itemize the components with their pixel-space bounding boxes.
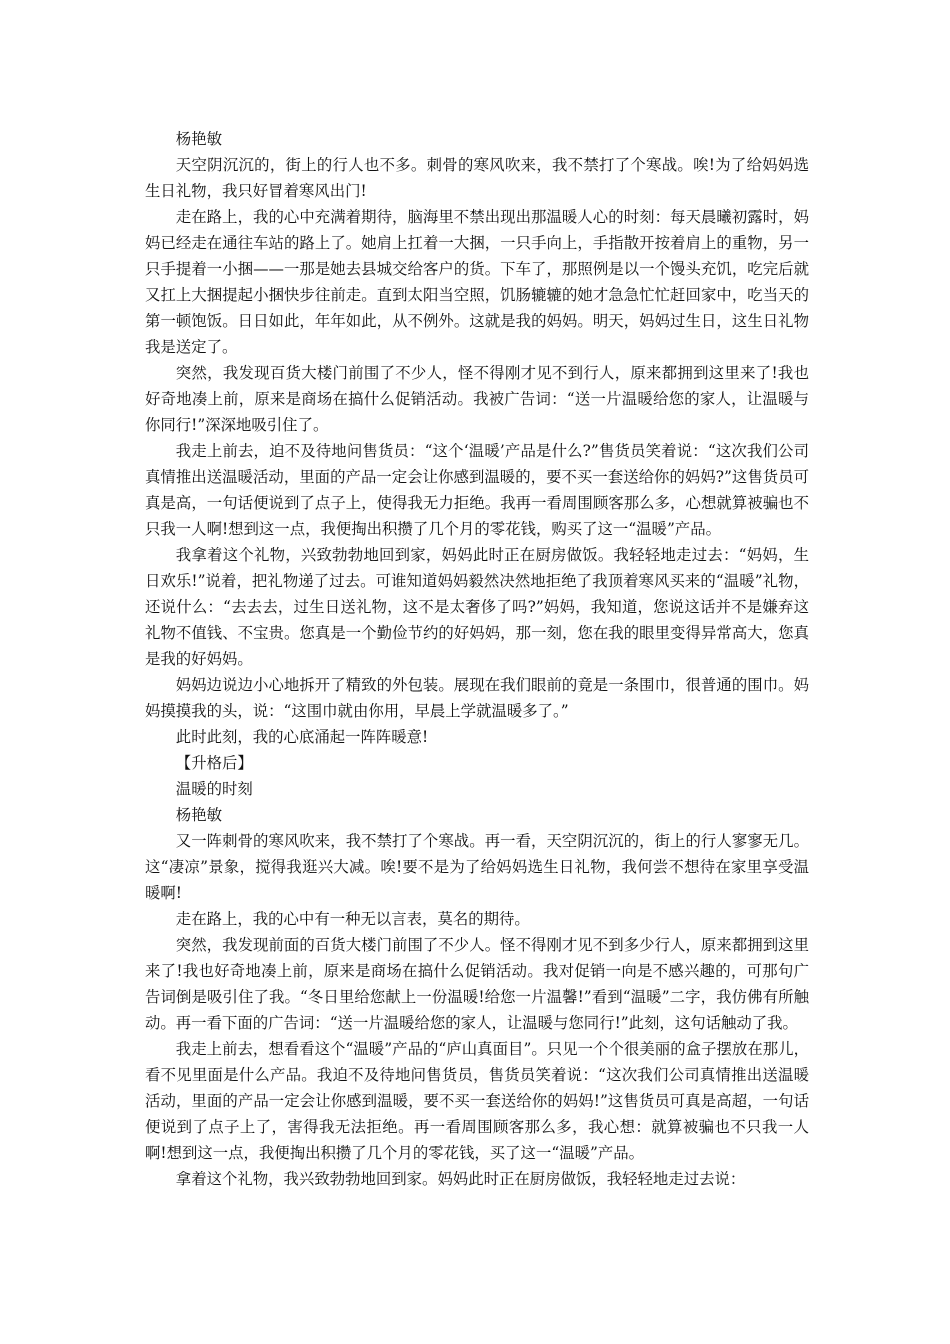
- paragraph: 我走上前去，迫不及待地问售货员：“这个‘温暖’产品是什么?”售货员笑着说：“这次我们公司真情推出送温暖活动，里面的产品一定会让你感到温暖的，要不买一套送给你的妈妈?”这售货员可真是高，一句话便说到了点子上，使得我无力拒绝。我再一看周围顾客那么多，心想就算被骗也不只我一人啊!想到这一点，我便掏出积攒了几个月的零花钱，购买了这一“温暖”产品。: [145, 442, 809, 538]
- author-line: 杨艳敏: [175, 130, 222, 148]
- author-line: 杨艳敏: [175, 806, 222, 824]
- paragraph: 我走上前去，想看看这个“温暖”产品的“庐山真面目”。只见一个个很美丽的盒子摆放在那儿，看不见里面是什么产品。我迫不及待地问售货员，售货员笑着说：“这次我们公司真情推出送温暖活动，里面的产品一定会让你感到温暖，要不买一套送给你的妈妈!”这售货员可真是高超，一句话便说到了点子上了，害得我无法拒绝。再一看周围顾客那么多，我心想：就算被骗也不只我一人啊!想到这一点，我便掏出积攒了几个月的零花钱，买了这一“温暖”产品。: [145, 1040, 809, 1162]
- paragraph: 拿着这个礼物，我兴致勃勃地回到家。妈妈此时正在厨房做饭，我轻轻地走过去说：: [175, 1170, 746, 1188]
- paragraph: 突然，我发现百货大楼门前围了不少人，怪不得刚才见不到行人，原来都拥到这里来了!我也好奇地凑上前，原来是商场在搞什么促销活动。我被广告词：“送一片温暖给您的家人，让温暖与你同行!”深深地吸引住了。: [145, 364, 809, 434]
- essay-title: 温暖的时刻: [175, 780, 253, 798]
- paragraph: 又一阵刺骨的寒风吹来，我不禁打了个寒战。再一看，天空阴沉沉的，街上的行人寥寥无几。这“凄凉”景象，搅得我逛兴大减。唉!要不是为了给妈妈选生日礼物，我何尝不想待在家里享受温暖啊!: [145, 832, 809, 902]
- paragraph: 突然，我发现前面的百货大楼门前围了不少人。怪不得刚才见不到多少行人，原来都拥到这里来了!我也好奇地凑上前，原来是商场在搞什么促销活动。我对促销一向是不感兴趣的，可那句广告词倒是吸引住了我。“冬日里给您献上一份温暖!给您一片温馨!”看到“温暖”二字，我仿佛有所触动。再一看下面的广告词：“送一片温暖给您的家人，让温暖与您同行!”此刻，这句话触动了我。: [145, 936, 809, 1032]
- paragraph: 妈妈边说边小心地拆开了精致的外包装。展现在我们眼前的竟是一条围巾，很普通的围巾。妈妈摸摸我的头，说：“这围巾就由你用，早晨上学就温暖多了。”: [145, 676, 809, 720]
- document-body: [145, 126, 809, 1192]
- section-heading: 【升格后】: [175, 754, 253, 772]
- paragraph: 走在路上，我的心中有一种无以言表，莫名的期待。: [175, 910, 530, 928]
- paragraph: 我拿着这个礼物，兴致勃勃地回到家，妈妈此时正在厨房做饭。我轻轻地走过去：“妈妈，生日欢乐!”说着，把礼物递了过去。可谁知道妈妈毅然决然地拒绝了我顶着寒风买来的“温暖”礼物，还说什么：“去去去，过生日送礼物，这不是太奢侈了吗?”妈妈，我知道，您说这话并不是嫌弃这礼物不值钱、不宝贵。您真是一个勤俭节约的好妈妈，那一刻，您在我的眼里变得异常高大，您真是我的好妈妈。: [145, 546, 809, 668]
- paragraph: 走在路上，我的心中充满着期待，脑海里不禁出现出那温暖人心的时刻：每天晨曦初露时，妈妈已经走在通往车站的路上了。她肩上扛着一大捆，一只手向上，手指散开按着肩上的重物，另一只手提着一小捆——一那是她去县城交给客户的货。下车了，那照例是以一个馒头充饥，吃完后就又扛上大捆提起小捆快步往前走。直到太阳当空照，饥肠辘辘的她才急急忙忙赶回家中，吃当天的第一顿饱饭。日日如此，年年如此，从不例外。这就是我的妈妈。明天，妈妈过生日，这生日礼物我是送定了。: [145, 208, 809, 356]
- paragraph: 天空阴沉沉的，街上的行人也不多。刺骨的寒风吹来，我不禁打了个寒战。唉!为了给妈妈选生日礼物，我只好冒着寒风出门!: [145, 156, 809, 200]
- paragraph: 此时此刻，我的心底涌起一阵阵暖意!: [175, 728, 429, 746]
